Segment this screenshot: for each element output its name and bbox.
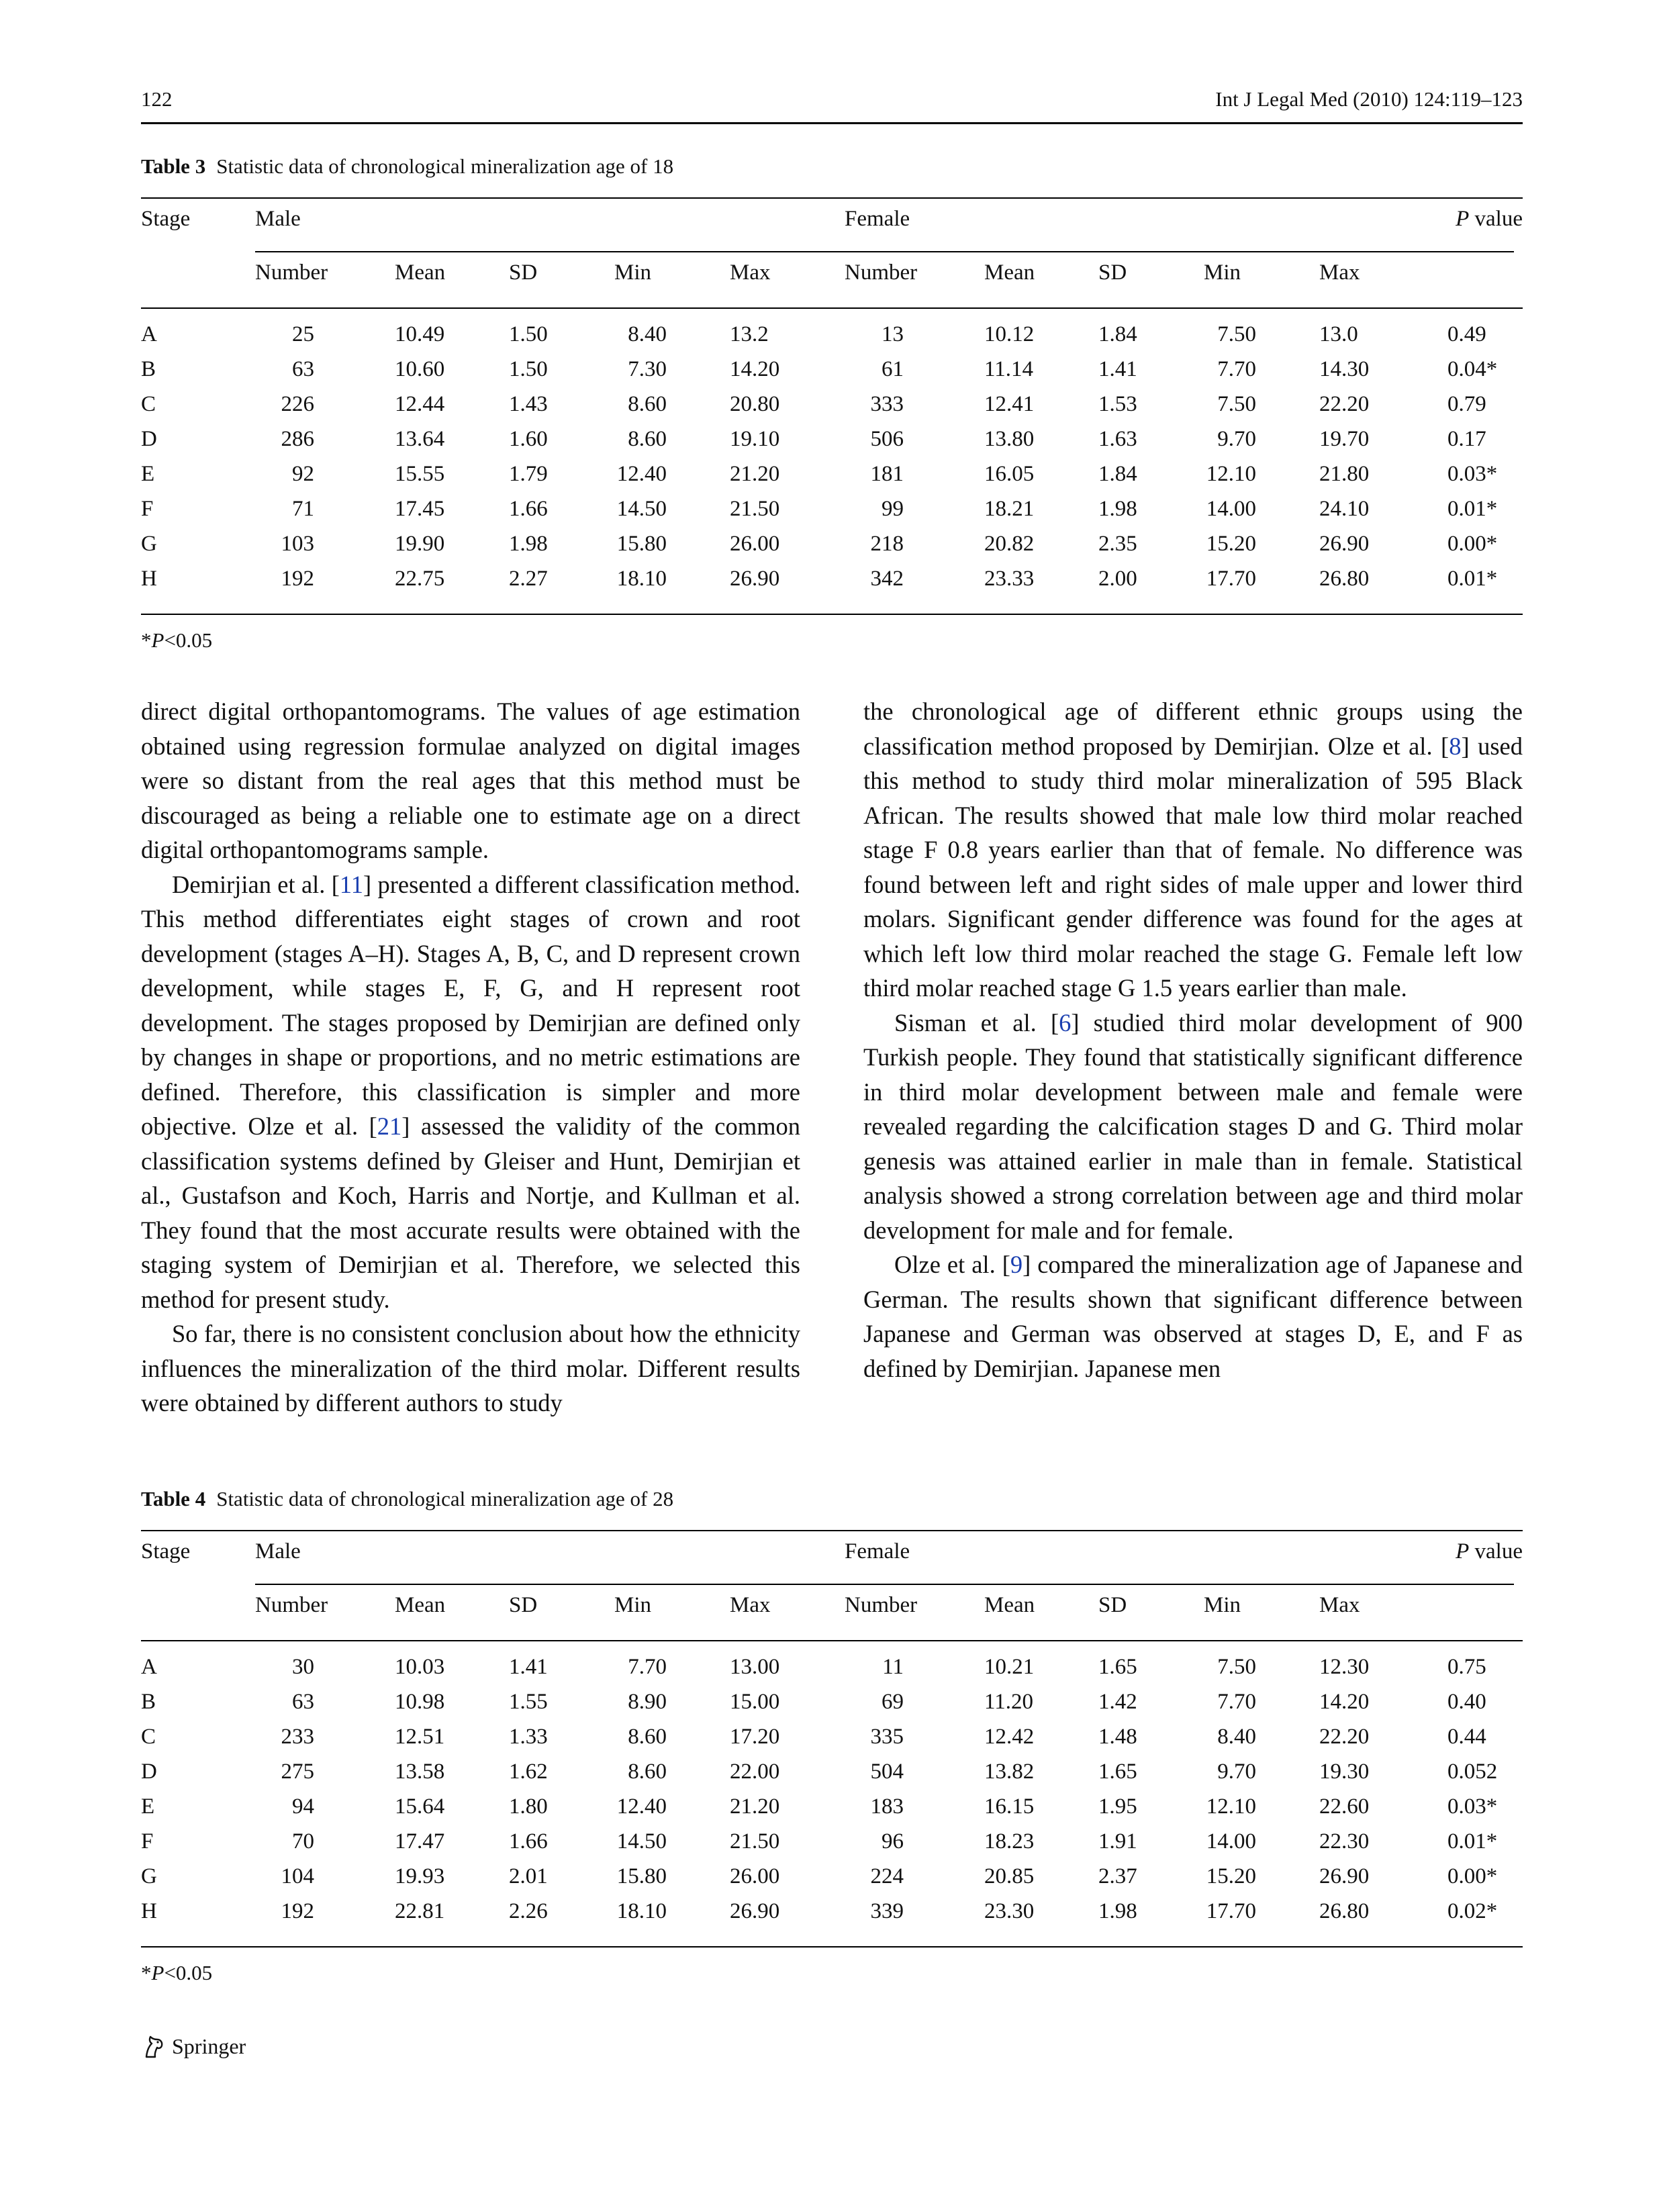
citation-link[interactable]: 11 bbox=[339, 870, 364, 898]
male-subheader-mean: Mean bbox=[395, 1593, 446, 1617]
female-min: 15.20 bbox=[1206, 532, 1256, 556]
female-sd: 1.48 bbox=[1098, 1725, 1137, 1749]
male-mean: 17.45 bbox=[395, 497, 445, 521]
female-sd: 1.41 bbox=[1098, 357, 1137, 381]
female-sd: 1.98 bbox=[1098, 497, 1137, 521]
male-number: 63 bbox=[292, 357, 314, 381]
p-value-cell: 0.04* bbox=[1447, 357, 1498, 381]
male-sd: 1.98 bbox=[509, 532, 548, 556]
female-group-rule bbox=[845, 251, 1514, 252]
publisher-name: Springer bbox=[172, 2034, 246, 2058]
table-bottom-rule bbox=[141, 1946, 1523, 1947]
male-number: 192 bbox=[281, 567, 314, 591]
female-number: 181 bbox=[870, 462, 904, 486]
female-sd: 1.65 bbox=[1098, 1655, 1137, 1679]
footnote-threshold: <0.05 bbox=[164, 628, 213, 652]
female-min: 7.50 bbox=[1217, 322, 1256, 346]
paragraph-text: Olze et al. [ bbox=[894, 1251, 1010, 1278]
table-label: Table 4 bbox=[141, 1487, 206, 1510]
female-sd: 1.42 bbox=[1098, 1690, 1137, 1714]
female-max: 26.90 bbox=[1319, 1864, 1370, 1888]
female-max: 14.30 bbox=[1319, 357, 1370, 381]
female-subheader-min: Min bbox=[1204, 260, 1241, 285]
stage-cell: H bbox=[141, 567, 157, 591]
female-number: 506 bbox=[870, 427, 904, 451]
male-max: 26.00 bbox=[730, 532, 780, 556]
p-value-label: value bbox=[1469, 207, 1523, 231]
male-sd: 1.62 bbox=[509, 1760, 548, 1784]
female-min: 7.50 bbox=[1217, 1655, 1256, 1679]
female-sd: 2.35 bbox=[1098, 532, 1137, 556]
male-mean: 17.47 bbox=[395, 1829, 445, 1854]
male-number: 25 bbox=[292, 322, 314, 346]
female-mean: 10.12 bbox=[984, 322, 1035, 346]
female-max: 14.20 bbox=[1319, 1690, 1370, 1714]
p-italic: P bbox=[1456, 1539, 1470, 1564]
male-number: 233 bbox=[281, 1725, 314, 1749]
stage-cell: D bbox=[141, 1760, 157, 1784]
male-max: 26.90 bbox=[730, 1899, 780, 1923]
male-group-rule bbox=[255, 251, 924, 252]
female-max: 26.80 bbox=[1319, 567, 1370, 591]
p-value-header bbox=[1456, 1538, 1523, 1565]
table-caption bbox=[141, 1486, 1523, 1512]
p-value-cell: 0.44 bbox=[1447, 1725, 1486, 1749]
paragraph-text: direct digital orthopantomograms. The values of age estimation obtained using regression formulae analyzed on digital images were so distant from the real ages that this method must be discouraged as being a reliable one to estimate age on a direct digital orthopantomograms sample. bbox=[141, 698, 800, 863]
p-value-cell: 0.03* bbox=[1447, 462, 1498, 486]
publisher-footer bbox=[141, 2033, 246, 2060]
female-max: 22.60 bbox=[1319, 1794, 1370, 1819]
female-number: 61 bbox=[882, 357, 904, 381]
male-subheader-mean: Mean bbox=[395, 260, 446, 285]
springer-horse-icon bbox=[141, 2033, 168, 2060]
male-min: 8.90 bbox=[628, 1690, 667, 1714]
male-number: 94 bbox=[292, 1794, 314, 1819]
stage-header: Stage bbox=[141, 207, 191, 231]
female-group-header: Female bbox=[845, 1539, 910, 1564]
p-value-cell: 0.00* bbox=[1447, 532, 1498, 556]
female-sd: 2.00 bbox=[1098, 567, 1137, 591]
male-number: 275 bbox=[281, 1760, 314, 1784]
table-footnote bbox=[141, 627, 1523, 654]
female-subheader-max: Max bbox=[1319, 1593, 1360, 1617]
male-min: 12.40 bbox=[616, 1794, 667, 1819]
male-min: 18.10 bbox=[616, 1899, 667, 1923]
paragraph bbox=[141, 694, 800, 867]
table-footnote bbox=[141, 1960, 1523, 1986]
paragraph bbox=[141, 867, 800, 1317]
stage-cell: E bbox=[141, 462, 155, 486]
header-rule bbox=[141, 122, 1523, 124]
table-title: Statistic data of chronological mineralization age of 28 bbox=[216, 1487, 674, 1510]
male-sd: 1.66 bbox=[509, 497, 548, 521]
male-max: 21.50 bbox=[730, 497, 780, 521]
footnote-asterisk: * bbox=[141, 628, 152, 652]
male-mean: 13.64 bbox=[395, 427, 445, 451]
male-mean: 10.49 bbox=[395, 322, 445, 346]
stage-cell: G bbox=[141, 1864, 157, 1888]
paragraph-text: Sisman et al. [ bbox=[894, 1008, 1059, 1037]
stage-cell: C bbox=[141, 392, 156, 416]
male-sd: 1.43 bbox=[509, 392, 548, 416]
male-sd: 1.66 bbox=[509, 1829, 548, 1854]
paragraph-text: ] presented a different classification method. This method differentiates eight stages of crown and root development (stages A–H). Stages A, B, C, and D represent crown development, while stages E, F, G, and H represent root development. The stages proposed by Demirjian are defined only by changes in shape or proportions, and no metric estimations are defined. Therefore, this classification is simpler and more objective. Olze et al. [ bbox=[141, 870, 800, 1140]
female-sd: 1.98 bbox=[1098, 1899, 1137, 1923]
paragraph-text: the chronological age of different ethnic groups using the classification method proposed by Demirjian. Olze et al. [ bbox=[863, 698, 1523, 760]
paragraph-text: So far, there is no consistent conclusion about how the ethnicity influences the mineralization of the third molar. Different results were obtained by different authors to study bbox=[141, 1320, 800, 1416]
male-number: 92 bbox=[292, 462, 314, 486]
male-max: 26.00 bbox=[730, 1864, 780, 1888]
female-max: 22.20 bbox=[1319, 392, 1370, 416]
male-number: 71 bbox=[292, 497, 314, 521]
stage-cell: G bbox=[141, 532, 157, 556]
male-mean: 13.58 bbox=[395, 1760, 445, 1784]
p-value-cell: 0.01* bbox=[1447, 1829, 1498, 1854]
female-min: 14.00 bbox=[1206, 497, 1256, 521]
male-sd: 2.01 bbox=[509, 1864, 548, 1888]
female-max: 26.90 bbox=[1319, 532, 1370, 556]
male-group-rule bbox=[255, 1584, 924, 1585]
male-min: 8.40 bbox=[628, 322, 667, 346]
table-3 bbox=[141, 153, 1523, 654]
male-subheader-min: Min bbox=[614, 1593, 652, 1617]
stage-cell: C bbox=[141, 1725, 156, 1749]
male-min: 12.40 bbox=[616, 462, 667, 486]
p-italic: P bbox=[1456, 207, 1470, 231]
table-title: Statistic data of chronological mineralization age of 18 bbox=[216, 154, 674, 178]
female-number: 333 bbox=[870, 392, 904, 416]
female-mean: 12.41 bbox=[984, 392, 1035, 416]
female-number: 342 bbox=[870, 567, 904, 591]
body-column-left bbox=[141, 694, 800, 1421]
male-max: 15.00 bbox=[730, 1690, 780, 1714]
female-sd: 1.63 bbox=[1098, 427, 1137, 451]
female-mean: 18.23 bbox=[984, 1829, 1035, 1854]
female-max: 19.70 bbox=[1319, 427, 1370, 451]
female-sd: 1.65 bbox=[1098, 1760, 1137, 1784]
female-number: 11 bbox=[882, 1655, 904, 1679]
male-group-header: Male bbox=[255, 1539, 301, 1564]
p-value-cell: 0.49 bbox=[1447, 322, 1486, 346]
male-min: 7.30 bbox=[628, 357, 667, 381]
female-subheader-number: Number bbox=[845, 260, 918, 285]
female-number: 69 bbox=[882, 1690, 904, 1714]
citation-link[interactable]: 6 bbox=[1059, 1008, 1072, 1037]
male-mean: 22.75 bbox=[395, 567, 445, 591]
table-top-rule bbox=[141, 1530, 1523, 1531]
male-mean: 12.44 bbox=[395, 392, 445, 416]
table-label: Table 3 bbox=[141, 154, 206, 178]
body-column-right bbox=[863, 694, 1523, 1386]
male-number: 192 bbox=[281, 1899, 314, 1923]
male-max: 17.20 bbox=[730, 1725, 780, 1749]
female-sd: 1.84 bbox=[1098, 462, 1137, 486]
male-number: 226 bbox=[281, 392, 314, 416]
male-min: 8.60 bbox=[628, 1725, 667, 1749]
female-sd: 2.37 bbox=[1098, 1864, 1137, 1888]
table-caption bbox=[141, 153, 1523, 180]
male-max: 21.20 bbox=[730, 1794, 780, 1819]
male-number: 63 bbox=[292, 1690, 314, 1714]
female-mean: 18.21 bbox=[984, 497, 1035, 521]
male-sd: 1.50 bbox=[509, 357, 548, 381]
p-value-label: value bbox=[1469, 1539, 1523, 1564]
stage-cell: A bbox=[141, 322, 157, 346]
male-sd: 1.60 bbox=[509, 427, 548, 451]
stage-cell: E bbox=[141, 1794, 155, 1819]
male-sd: 2.27 bbox=[509, 567, 548, 591]
male-number: 286 bbox=[281, 427, 314, 451]
female-max: 21.80 bbox=[1319, 462, 1370, 486]
male-max: 21.20 bbox=[730, 462, 780, 486]
male-sd: 1.55 bbox=[509, 1690, 548, 1714]
female-mean: 23.30 bbox=[984, 1899, 1035, 1923]
female-min: 7.50 bbox=[1217, 392, 1256, 416]
p-value-cell: 0.01* bbox=[1447, 567, 1498, 591]
female-number: 13 bbox=[882, 322, 904, 346]
male-subheader-min: Min bbox=[614, 260, 652, 285]
male-sd: 1.33 bbox=[509, 1725, 548, 1749]
male-max: 19.10 bbox=[730, 427, 780, 451]
male-min: 8.60 bbox=[628, 392, 667, 416]
male-subheader-max: Max bbox=[730, 1593, 771, 1617]
male-min: 8.60 bbox=[628, 1760, 667, 1784]
female-mean: 23.33 bbox=[984, 567, 1035, 591]
female-mean: 16.05 bbox=[984, 462, 1035, 486]
male-max: 26.90 bbox=[730, 567, 780, 591]
female-sd: 1.95 bbox=[1098, 1794, 1137, 1819]
female-number: 335 bbox=[870, 1725, 904, 1749]
p-value-cell: 0.052 bbox=[1447, 1760, 1498, 1784]
male-subheader-number: Number bbox=[255, 260, 328, 285]
female-number: 218 bbox=[870, 532, 904, 556]
female-mean: 20.82 bbox=[984, 532, 1035, 556]
table-bottom-rule bbox=[141, 614, 1523, 615]
paragraph-text: ] studied third molar development of 900 Turkish people. They found that statistically significant difference in third molar development between male and female were revealed regarding the calcification stages D and G. Third molar genesis was attained earlier in male than in female. Statistical analysis showed a strong correlation between age and third molar development for male and for female. bbox=[863, 1008, 1523, 1244]
female-max: 19.30 bbox=[1319, 1760, 1370, 1784]
citation-link[interactable]: 9 bbox=[1010, 1251, 1023, 1278]
male-mean: 22.81 bbox=[395, 1899, 445, 1923]
header-bottom-rule bbox=[141, 307, 1523, 309]
male-mean: 12.51 bbox=[395, 1725, 445, 1749]
female-mean: 16.15 bbox=[984, 1794, 1035, 1819]
female-mean: 13.80 bbox=[984, 427, 1035, 451]
female-subheader-mean: Mean bbox=[984, 260, 1035, 285]
female-mean: 20.85 bbox=[984, 1864, 1035, 1888]
table-4 bbox=[141, 1486, 1523, 1986]
p-value-cell: 0.17 bbox=[1447, 427, 1486, 451]
paragraph-text: ] compared the mineralization age of Japanese and German. The results shown that significant difference between Japanese and German was observed at stages D, E, and F as defined by Demirjian. Japanese men bbox=[863, 1251, 1523, 1382]
female-number: 99 bbox=[882, 497, 904, 521]
female-min: 8.40 bbox=[1217, 1725, 1256, 1749]
male-group-header: Male bbox=[255, 207, 301, 231]
female-subheader-mean: Mean bbox=[984, 1593, 1035, 1617]
citation-link[interactable]: 21 bbox=[377, 1112, 402, 1140]
female-number: 183 bbox=[870, 1794, 904, 1819]
citation-link[interactable]: 8 bbox=[1449, 732, 1462, 760]
male-mean: 15.64 bbox=[395, 1794, 445, 1819]
p-value-cell: 0.40 bbox=[1447, 1690, 1486, 1714]
p-value-cell: 0.02* bbox=[1447, 1899, 1498, 1923]
stage-cell: B bbox=[141, 1690, 156, 1714]
female-min: 14.00 bbox=[1206, 1829, 1256, 1854]
female-group-header: Female bbox=[845, 207, 910, 231]
male-sd: 1.80 bbox=[509, 1794, 548, 1819]
female-subheader-sd: SD bbox=[1098, 260, 1127, 285]
female-number: 504 bbox=[870, 1760, 904, 1784]
paragraph bbox=[863, 694, 1523, 1006]
p-value-cell: 0.01* bbox=[1447, 497, 1498, 521]
female-group-rule bbox=[845, 1584, 1514, 1585]
female-max: 22.20 bbox=[1319, 1725, 1370, 1749]
female-min: 9.70 bbox=[1217, 427, 1256, 451]
paragraph bbox=[141, 1316, 800, 1421]
male-sd: 2.26 bbox=[509, 1899, 548, 1923]
female-min: 9.70 bbox=[1217, 1760, 1256, 1784]
male-subheader-sd: SD bbox=[509, 1593, 538, 1617]
female-max: 24.10 bbox=[1319, 497, 1370, 521]
male-mean: 15.55 bbox=[395, 462, 445, 486]
p-value-cell: 0.79 bbox=[1447, 392, 1486, 416]
female-min: 17.70 bbox=[1206, 1899, 1256, 1923]
female-min: 12.10 bbox=[1206, 1794, 1256, 1819]
female-mean: 12.42 bbox=[984, 1725, 1035, 1749]
male-mean: 10.60 bbox=[395, 357, 445, 381]
female-mean: 11.20 bbox=[984, 1690, 1034, 1714]
female-mean: 13.82 bbox=[984, 1760, 1035, 1784]
p-value-header bbox=[1456, 205, 1523, 232]
male-max: 21.50 bbox=[730, 1829, 780, 1854]
male-number: 70 bbox=[292, 1829, 314, 1854]
female-min: 7.70 bbox=[1217, 1690, 1256, 1714]
male-min: 8.60 bbox=[628, 427, 667, 451]
male-min: 14.50 bbox=[616, 1829, 667, 1854]
female-number: 339 bbox=[870, 1899, 904, 1923]
male-number: 103 bbox=[281, 532, 314, 556]
male-max: 20.80 bbox=[730, 392, 780, 416]
male-min: 14.50 bbox=[616, 497, 667, 521]
male-min: 18.10 bbox=[616, 567, 667, 591]
female-min: 7.70 bbox=[1217, 357, 1256, 381]
female-min: 17.70 bbox=[1206, 567, 1256, 591]
table-grid bbox=[141, 1530, 1523, 1953]
male-mean: 19.90 bbox=[395, 532, 445, 556]
male-subheader-max: Max bbox=[730, 260, 771, 285]
female-min: 12.10 bbox=[1206, 462, 1256, 486]
female-mean: 11.14 bbox=[984, 357, 1034, 381]
header-bottom-rule bbox=[141, 1640, 1523, 1641]
male-max: 13.2 bbox=[730, 322, 769, 346]
male-mean: 10.98 bbox=[395, 1690, 445, 1714]
footnote-p: P bbox=[151, 628, 164, 652]
p-value-cell: 0.75 bbox=[1447, 1655, 1486, 1679]
paragraph-text: ] used this method to study third molar mineralization of 595 Black African. The results showed that male low third molar reached stage F 0.8 years earlier than that of female. No difference was found between left and right sides of male upper and lower third molars. Significant gender difference was found for the ages at which left low third molar reached the stage G. Female left low third molar reached stage G 1.5 years earlier than male. bbox=[863, 732, 1523, 1002]
paragraph-text: Demirjian et al. [ bbox=[172, 870, 340, 898]
male-max: 14.20 bbox=[730, 357, 780, 381]
stage-header: Stage bbox=[141, 1539, 191, 1564]
stage-cell: A bbox=[141, 1655, 157, 1679]
female-sd: 1.84 bbox=[1098, 322, 1137, 346]
female-subheader-sd: SD bbox=[1098, 1593, 1127, 1617]
male-max: 22.00 bbox=[730, 1760, 780, 1784]
female-mean: 10.21 bbox=[984, 1655, 1035, 1679]
male-max: 13.00 bbox=[730, 1655, 780, 1679]
male-sd: 1.50 bbox=[509, 322, 548, 346]
male-subheader-number: Number bbox=[255, 1593, 328, 1617]
male-subheader-sd: SD bbox=[509, 260, 538, 285]
paragraph bbox=[863, 1006, 1523, 1248]
male-number: 104 bbox=[281, 1864, 314, 1888]
female-min: 15.20 bbox=[1206, 1864, 1256, 1888]
p-value-cell: 0.03* bbox=[1447, 1794, 1498, 1819]
female-subheader-min: Min bbox=[1204, 1593, 1241, 1617]
footnote-asterisk: * bbox=[141, 1961, 152, 1984]
female-sd: 1.53 bbox=[1098, 392, 1137, 416]
stage-cell: H bbox=[141, 1899, 157, 1923]
female-max: 12.30 bbox=[1319, 1655, 1370, 1679]
male-mean: 10.03 bbox=[395, 1655, 445, 1679]
male-min: 15.80 bbox=[616, 1864, 667, 1888]
footnote-threshold: <0.05 bbox=[164, 1961, 213, 1984]
paragraph bbox=[863, 1247, 1523, 1386]
female-number: 224 bbox=[870, 1864, 904, 1888]
paragraph-text: ] assessed the validity of the common classification systems defined by Gleiser and Hunt, Demirjian et al., Gustafson and Koch, Harris and Nortje, and Kullman et al. They found that the most accurate results were obtained with the staging system of Demirjian et al. Therefore, we selected this method for present study. bbox=[141, 1112, 800, 1313]
male-min: 7.70 bbox=[628, 1655, 667, 1679]
stage-cell: F bbox=[141, 1829, 154, 1854]
table-top-rule bbox=[141, 197, 1523, 199]
page-number: 122 bbox=[141, 87, 173, 111]
male-sd: 1.79 bbox=[509, 462, 548, 486]
male-mean: 19.93 bbox=[395, 1864, 445, 1888]
female-number: 96 bbox=[882, 1829, 904, 1854]
p-value-cell: 0.00* bbox=[1447, 1864, 1498, 1888]
male-number: 30 bbox=[292, 1655, 314, 1679]
journal-reference: Int J Legal Med (2010) 124:119–123 bbox=[1215, 87, 1523, 111]
footnote-p: P bbox=[151, 1961, 164, 1984]
male-sd: 1.41 bbox=[509, 1655, 548, 1679]
female-max: 22.30 bbox=[1319, 1829, 1370, 1854]
table-grid bbox=[141, 197, 1523, 620]
female-subheader-number: Number bbox=[845, 1593, 918, 1617]
female-sd: 1.91 bbox=[1098, 1829, 1137, 1854]
stage-cell: F bbox=[141, 497, 154, 521]
female-max: 26.80 bbox=[1319, 1899, 1370, 1923]
stage-cell: D bbox=[141, 427, 157, 451]
male-min: 15.80 bbox=[616, 532, 667, 556]
stage-cell: B bbox=[141, 357, 156, 381]
female-max: 13.0 bbox=[1319, 322, 1358, 346]
female-subheader-max: Max bbox=[1319, 260, 1360, 285]
